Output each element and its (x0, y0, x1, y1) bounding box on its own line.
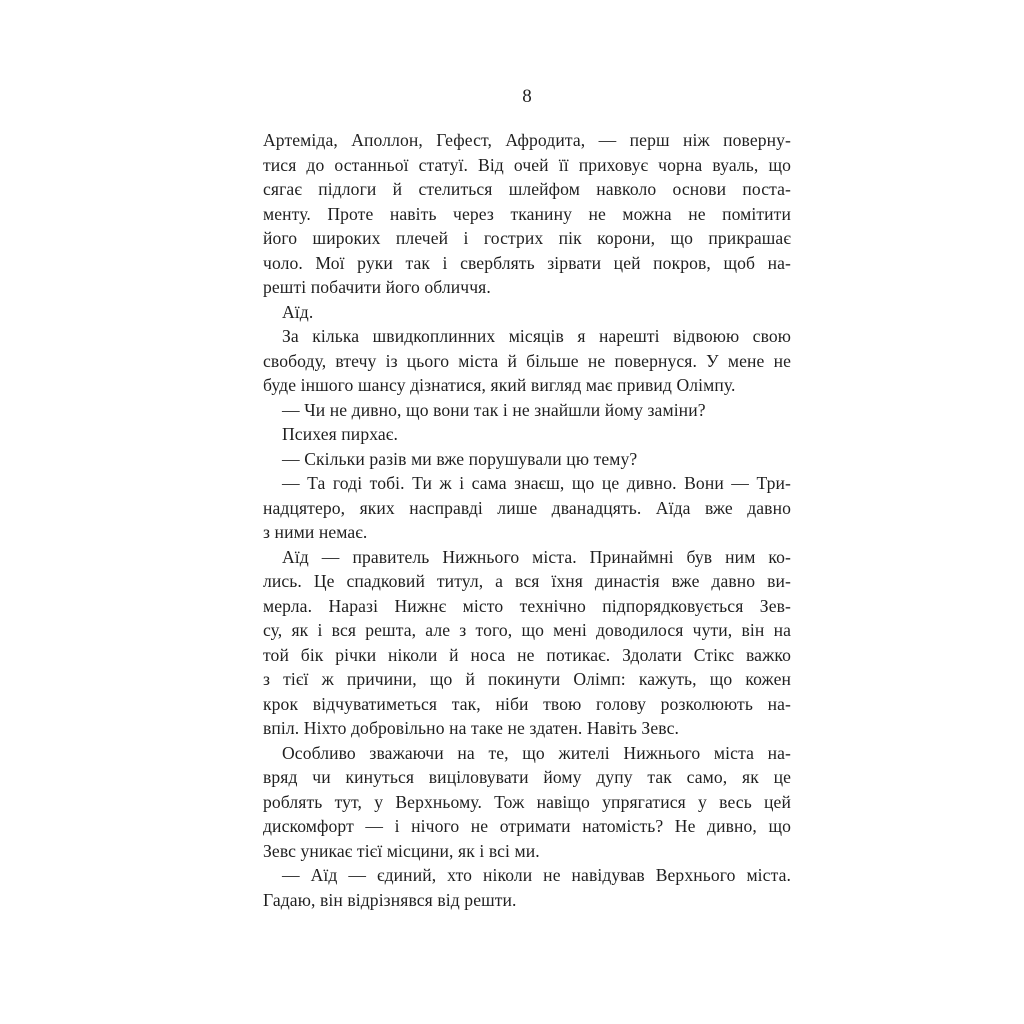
text-line: За кілька швидкоплинних місяців я нарешті відвоюю свою (282, 326, 791, 346)
text-line: мерла. Наразі Нижнє місто технічно підпорядковується Зев- (263, 595, 791, 616)
text-line: су, як і вся решта, але з того, що мені доводилося чути, він на (263, 620, 791, 640)
text-line: Особливо зважаючи на те, що жителі Нижнього міста на- (282, 742, 791, 763)
text-line: сягає підлоги й стелиться шлейфом навколо основи поста- (263, 179, 791, 199)
text-line: решті побачити його обличчя. (263, 277, 491, 297)
text-line: — Та годі тобі. Ти ж і сама знаєш, що це дивно. Вони — Три- (282, 473, 791, 493)
text-line: впіл. Ніхто добровільно на таке не здатен. Навіть Зевс. (263, 718, 679, 738)
paragraph (263, 398, 791, 423)
text-block (263, 128, 791, 912)
text-line: — Чи не дивно, що вони так і не знайшли йому заміни? (282, 399, 706, 420)
paragraph (263, 471, 791, 545)
text-line: з тієї ж причини, що й покинути Олімп: кажуть, що кожен (263, 669, 791, 689)
text-line: його широких плечей і гострих пік корони, що прикрашає (263, 228, 791, 248)
text-line: Зевс уникає тієї місцини, як і всі ми. (263, 840, 540, 861)
paragraph (263, 128, 791, 300)
text-line: надцятеро, яких насправді лише дванадцять. Аїда вже давно (263, 497, 791, 518)
paragraph (263, 741, 791, 864)
text-line: буде іншого шансу дізнатися, який вигляд має привид Олімпу. (263, 375, 736, 395)
text-line: Аїд. (282, 301, 314, 322)
text-line: лись. Це спадковий титул, а вся їхня династія вже давно ви- (263, 571, 791, 591)
paragraph (263, 863, 791, 912)
text-line: чоло. Мої руки так і сверблять зірвати цей покров, щоб на- (263, 252, 791, 273)
text-line: роблять тут, у Верхньому. Тож навіщо упрягатися у весь цей (263, 791, 791, 812)
paragraph (263, 324, 791, 398)
text-line: Психея пирхає. (282, 424, 398, 444)
paragraph (263, 300, 791, 325)
paragraph (263, 422, 791, 447)
text-line: Гадаю, він відрізнявся від решти. (263, 889, 517, 910)
text-line: з ними немає. (263, 522, 368, 542)
text-line: дискомфорт — і нічого не отримати натомість? Не дивно, що (263, 816, 791, 836)
text-line: той бік річки ніколи й носа не потикає. Здолати Стікс важко (263, 644, 791, 665)
text-line: менту. Проте навіть через тканину не можна не помітити (263, 203, 791, 224)
text-line: тися до останньої статуї. Від очей її приховує чорна вуаль, що (263, 154, 791, 175)
paragraph (263, 447, 791, 472)
text-line: крок відчуватиметься так, ніби твою голову розколюють на- (263, 693, 791, 714)
text-line: Артеміда, Аполлон, Гефест, Афродита, — перш ніж поверну- (263, 130, 791, 150)
text-line: Аїд — правитель Нижнього міста. Принаймні був ним ко- (282, 546, 791, 567)
text-line: вряд чи кинуться виціловувати йому дупу так само, як це (263, 767, 791, 787)
text-line: — Скільки разів ми вже порушували цю тему? (282, 448, 638, 469)
page-number: 8 (522, 86, 532, 107)
paragraph (263, 545, 791, 741)
text-line: — Аїд — єдиний, хто ніколи не навідував Верхнього міста. (282, 865, 791, 885)
text-line: свободу, втечу із цього міста й більше не повернуся. У мене не (263, 350, 791, 371)
